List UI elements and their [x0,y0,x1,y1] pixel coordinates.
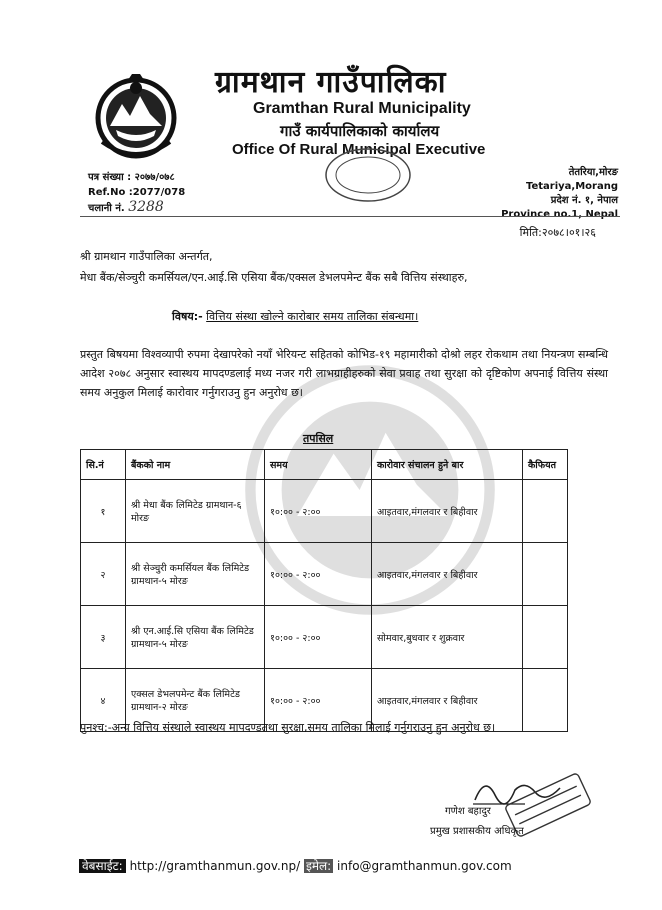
cell-days: सोमवार,बुधवार र शुक्रवार [372,606,523,669]
body-paragraph: प्रस्तुत बिषयमा विश्वव्यापी रुपमा देखापरेको नयाँ भेरियन्ट सहितको कोभिड-१९ महामारीको दोश्रो लहर रोकथाम तथा नियन्त्रण सम्बन्धि आदेश २०७८ अनुसार स्वास्थय मापदण्डलाई मध्य नजर गरी लाभग्राहीहरुको सेवा प्रवाह तथा सुरक्षा को दृष्टिकोण अपनाई वित्तिय संस्था समय अनुकुल मिलाई कारोवार गर्नुगराउनु हुन अनुरोध छ। [80,348,608,399]
address-block [501,166,618,222]
table-row [81,606,568,669]
cell-days: आइतवार,मंगलवार र बिहीवार [372,480,523,543]
cell-bank: श्री मेधा बैंक लिमिटेड ग्रामथान-६ मोरङ [126,480,265,543]
table-row [81,480,568,543]
reference-block [88,170,185,216]
letter-date: मिति:२०७८।०१।२६ [519,226,596,239]
table-header-row [81,450,568,480]
cell-days: आइतवार,मंगलवार र बिहीवार [372,543,523,606]
ref-no: Ref.No :2077/078 [88,187,186,198]
cell-sn: २ [81,543,126,606]
website-label: वेबसाईट: [79,859,126,873]
cell-bank: श्री एन.आई.सि एसिया बैंक लिमिटेड ग्रामथान-५ मोरङ [126,606,265,669]
cell-time: १०:०० - २:०० [265,606,372,669]
recipients [80,246,468,288]
recipient-line: श्री ग्रामथान गाउँपालिका अन्तर्गत, [80,250,213,263]
chalani-value: 3288 [128,199,164,215]
cell-days: आइतवार,मंगलवार र बिहीवार [372,669,523,732]
province-en: Province no.1, Nepal [501,209,618,220]
cell-sn: १ [81,480,126,543]
postscript-note: पुनश्च:-अन्य वित्तिय संस्थाले स्वास्थय मापदण्डतथा सुरक्षा,समय तालिका मिलाई गर्नुगराउनु हुन अनुरोध छ। [80,721,496,734]
header-divider [80,216,620,217]
email-label: इमेल: [305,859,332,873]
website-link[interactable]: http://gramthanmun.gov.np/ [129,859,301,873]
col-header-days: कारोवार संचालन हुने बार [372,450,523,480]
signatory-title: प्रमुख प्रशासकीय अधिकृत [430,826,524,837]
subject-line [172,309,418,324]
col-header-remarks: कैफियत [523,450,568,480]
cell-remarks [523,543,568,606]
tapsil-heading: तपसिल [303,432,334,445]
table-row [81,543,568,606]
cell-bank: श्री सेञ्चुरी कमर्सियल बैंक लिमिटेड ग्रामथान-५ मोरङ [126,543,265,606]
office-title-en: Office Of Rural Municipal Executive [232,141,486,158]
nepal-emblem-icon [88,68,184,164]
chalani-label: चलानी नं. [88,203,125,214]
email-link[interactable]: info@gramthanmun.gov.com [337,859,512,873]
patra-sankhya: पत्र संख्या : २०७७/०७८ [88,172,175,183]
office-title-np: गाउँ कार्यपालिकाको कार्यालय [280,122,440,140]
cell-sn: ४ [81,669,126,732]
cell-bank: एक्सल डेभलपमेन्ट बैंक लिमिटेड ग्रामथान-२ मोरङ [126,669,265,732]
cell-time: १०:०० - २:०० [265,543,372,606]
municipality-title-en: Gramthan Rural Municipality [253,100,471,117]
cell-sn: ३ [81,606,126,669]
col-header-time: समय [265,450,372,480]
subject-text: वित्तिय संस्था खोल्ने कारोबार समय तालिका संबन्धमा। [206,310,419,323]
province-np: प्रदेश नं. १, नेपाल [550,195,618,206]
footer-contact [79,857,512,874]
col-header-sn: सि.नं [81,450,126,480]
schedule-table [80,449,568,732]
chalani-number [88,200,185,216]
cell-remarks [523,480,568,543]
cell-remarks [523,606,568,669]
subject-label: विषय:- [172,310,203,323]
recipient-line: मेधा बैंक/सेञ्चुरी कमर्सियल/एन.आई.सि एसिया बैंक/एक्सल डेभलपमेन्ट बैंक सबै वित्तिय संस्थाहरु, [80,271,468,284]
cell-time: १०:०० - २:०० [265,480,372,543]
office-stamp [322,145,414,205]
address-en: Tetariya,Morang [525,181,618,192]
signatory-name: गणेश बहादुर [445,806,491,817]
cell-time: १०:०० - २:०० [265,669,372,732]
municipality-title-np: ग्रामथान गाउँपालिका [215,65,447,100]
address-np: तेतरिया,मोरङ [568,167,618,178]
col-header-bank: बैंकको नाम [126,450,265,480]
